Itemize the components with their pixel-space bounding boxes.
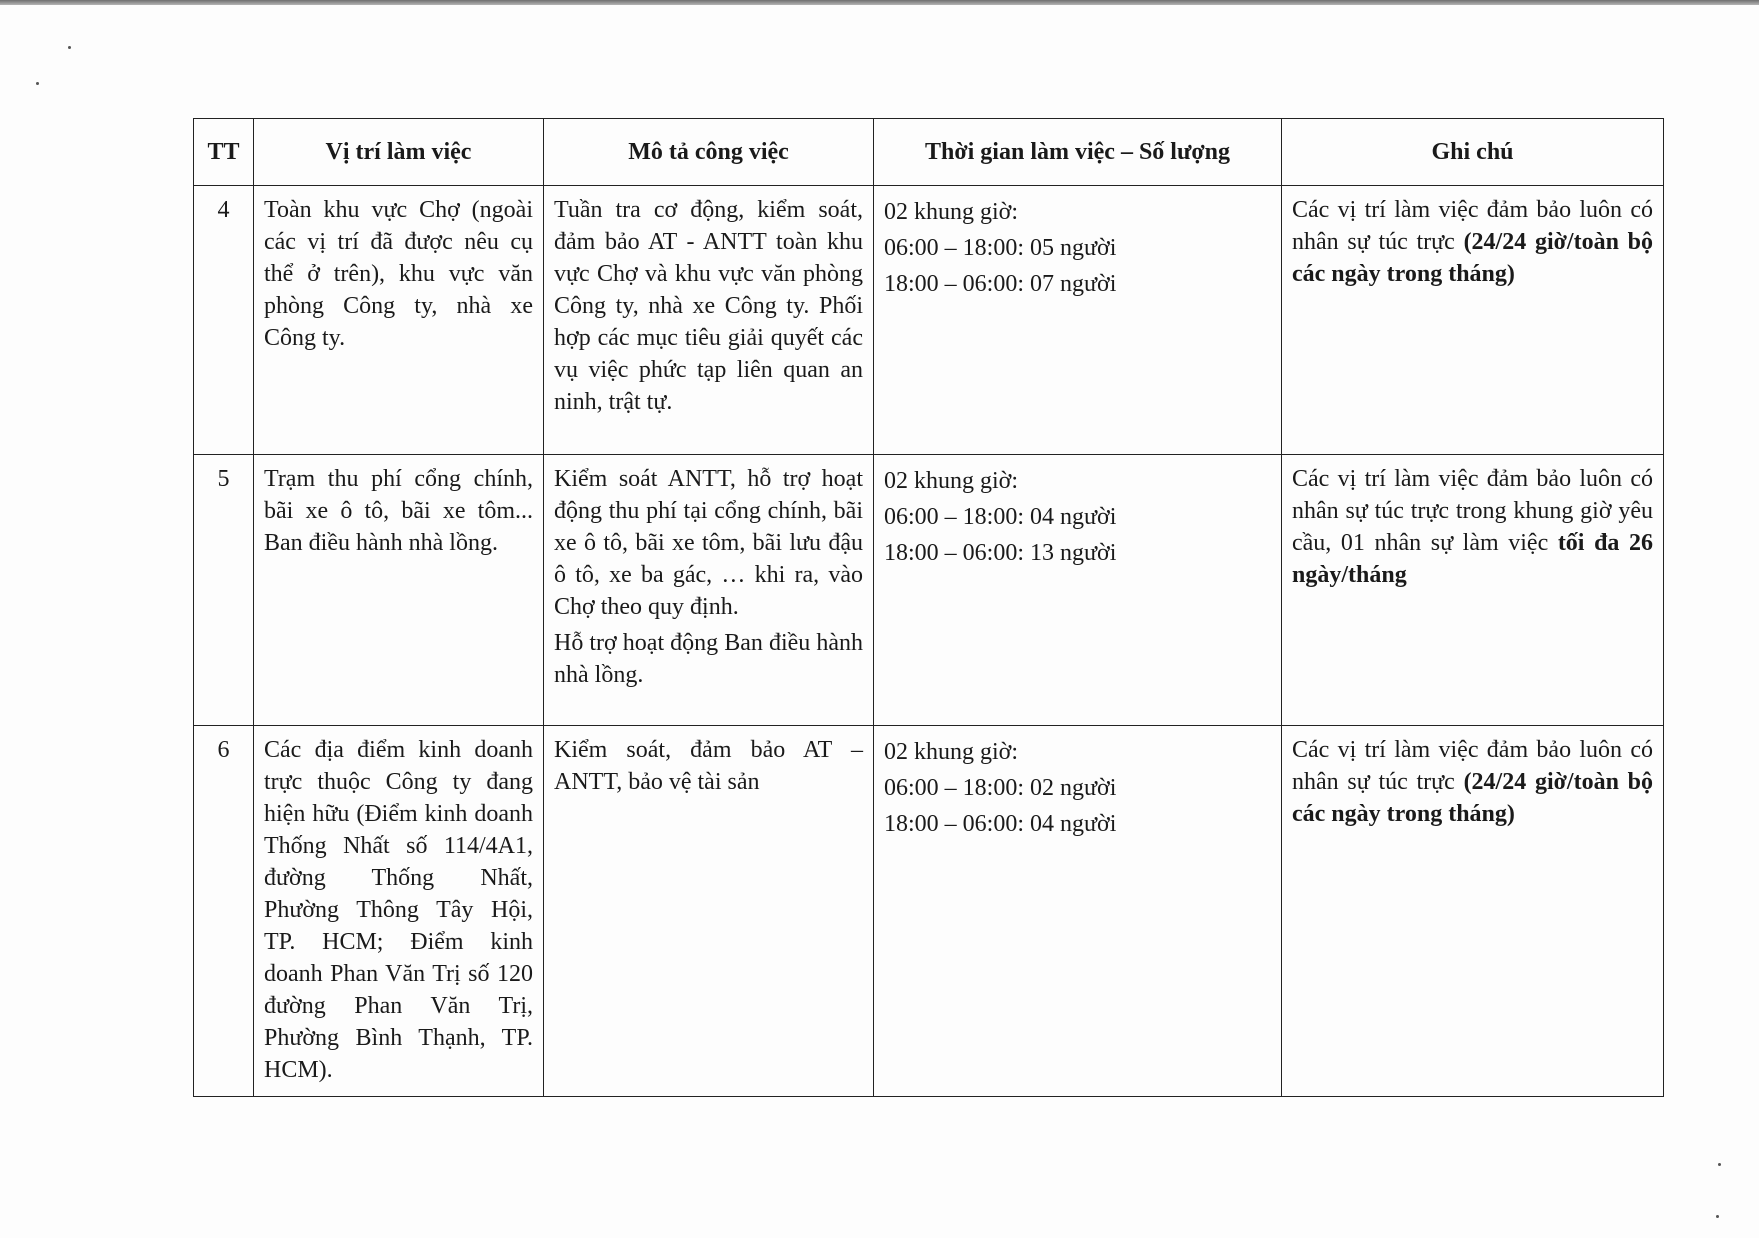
cell-description: [544, 726, 874, 1097]
table-row: [194, 455, 1664, 726]
time-slot-day: 06:00 – 18:00: 05 người: [884, 235, 1117, 261]
scan-speck: [36, 82, 39, 85]
header-time: Thời gian làm việc – Số lượng: [874, 119, 1282, 186]
note-text: Các vị trí làm việc đảm bảo luôn có nhân sự túc trực trong khung giờ yêu cầu, 01 nhân sự làm việc: [1292, 466, 1653, 556]
cell-note: [1282, 726, 1664, 1097]
note-emphasis: (24/24 giờ/toàn bộ các ngày trong tháng): [1292, 769, 1653, 827]
job-positions-table: [193, 118, 1664, 1097]
description-paragraph: Hỗ trợ hoạt động Ban điều hành nhà lồng.: [554, 630, 863, 688]
cell-tt: 5: [194, 455, 254, 726]
cell-time: [874, 455, 1282, 726]
cell-position: Toàn khu vực Chợ (ngoài các vị trí đã được nêu cụ thể ở trên), khu vực văn phòng Công ty, nhà xe Công ty.: [254, 186, 544, 455]
cell-description: [544, 455, 874, 726]
time-slot-night: 18:00 – 06:00: 07 người: [884, 271, 1117, 297]
description-paragraph: Kiểm soát, đảm bảo AT – ANTT, bảo vệ tài sản: [554, 737, 863, 795]
table-row: [194, 186, 1664, 455]
cell-tt: 4: [194, 186, 254, 455]
cell-position: Trạm thu phí cổng chính, bãi xe ô tô, bãi xe tôm... Ban điều hành nhà lồng.: [254, 455, 544, 726]
time-slot-night: 18:00 – 06:00: 13 người: [884, 540, 1117, 566]
cell-time: [874, 186, 1282, 455]
cell-note: [1282, 186, 1664, 455]
cell-time: [874, 726, 1282, 1097]
time-frame-label: 02 khung giờ:: [884, 739, 1019, 765]
table-row: [194, 726, 1664, 1097]
page-top-edge: [0, 0, 1759, 5]
time-slot-day: 06:00 – 18:00: 02 người: [884, 775, 1117, 801]
note-emphasis: (24/24 giờ/toàn bộ các ngày trong tháng): [1292, 229, 1653, 287]
cell-tt: 6: [194, 726, 254, 1097]
scan-speck: [1718, 1163, 1721, 1166]
time-frame-label: 02 khung giờ:: [884, 199, 1019, 225]
header-tt: TT: [194, 119, 254, 186]
header-note: Ghi chú: [1282, 119, 1664, 186]
scan-speck: [1716, 1215, 1719, 1218]
cell-note: [1282, 455, 1664, 726]
note-emphasis: tối đa 26 ngày/tháng: [1292, 530, 1653, 588]
note-text: Các vị trí làm việc đảm bảo luôn có nhân sự túc trực: [1292, 197, 1653, 255]
time-frame-label: 02 khung giờ:: [884, 468, 1019, 494]
header-position: Vị trí làm việc: [254, 119, 544, 186]
description-paragraph: Tuần tra cơ động, kiểm soát, đảm bảo AT - ANTT toàn khu vực Chợ và khu vực văn phòng Công ty, nhà xe Công ty. Phối hợp các mục tiêu giải quyết các vụ việc phức tạp liên quan an ninh, trật tự.: [554, 197, 863, 415]
cell-position: Các địa điểm kinh doanh trực thuộc Công ty đang hiện hữu (Điểm kinh doanh Thống Nhất số 114/4A1, đường Thống Nhất, Phường Thông Tây Hội, TP. HCM; Điểm kinh doanh Phan Văn Trị số 120 đường Phan Văn Trị, Phường Bình Thạnh, TP. HCM).: [254, 726, 544, 1097]
table-header-row: [194, 119, 1664, 186]
time-slot-day: 06:00 – 18:00: 04 người: [884, 504, 1117, 530]
scan-speck: [68, 46, 71, 49]
time-slot-night: 18:00 – 06:00: 04 người: [884, 811, 1117, 837]
note-text: Các vị trí làm việc đảm bảo luôn có nhân sự túc trực: [1292, 737, 1653, 795]
description-paragraph: Kiểm soát ANTT, hỗ trợ hoạt động thu phí tại cổng chính, bãi xe ô tô, bãi xe tôm, bãi lưu đậu ô tô, xe ba gác, … khi ra, vào Chợ theo quy định.: [554, 466, 863, 620]
cell-description: [544, 186, 874, 455]
header-description: Mô tả công việc: [544, 119, 874, 186]
